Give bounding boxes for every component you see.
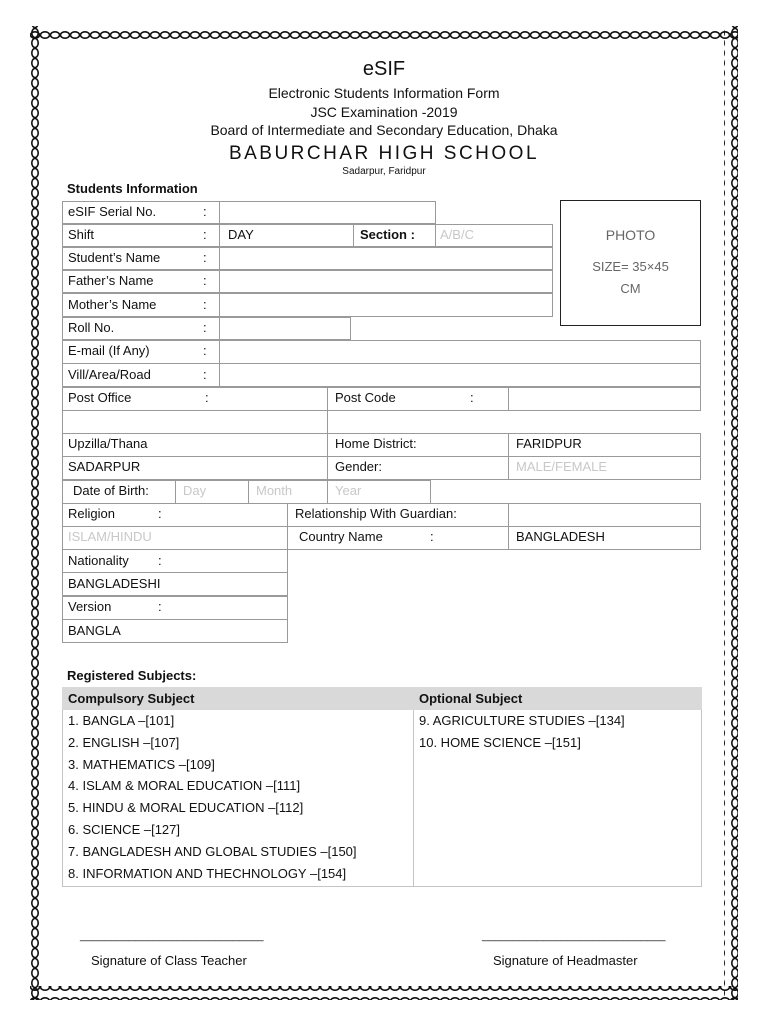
list-item: 4. ISLAM & MORAL EDUCATION –[111]: [68, 778, 301, 794]
photo-unit: CM: [620, 281, 641, 296]
section-label: Section :: [360, 227, 415, 242]
colon: :: [203, 343, 207, 358]
nationality-label: Nationality: [68, 553, 129, 568]
shift-label: Shift: [68, 227, 95, 242]
headmaster-signature-line: ______________________________: [482, 930, 666, 942]
compulsory-header: Compulsory Subject: [68, 691, 195, 706]
roll-no-field[interactable]: [219, 317, 351, 340]
colon: :: [158, 599, 162, 614]
students-info-heading: Students Information: [67, 181, 198, 196]
colon: :: [203, 273, 207, 288]
colon: :: [470, 390, 474, 405]
teacher-signature-line: ______________________________: [80, 930, 264, 942]
version-label: Version: [68, 599, 112, 614]
list-item: 7. BANGLADESH AND GLOBAL STUDIES –[150]: [68, 843, 357, 859]
home-district-value: FARIDPUR: [516, 436, 582, 451]
vill-label: Vill/Area/Road: [68, 367, 151, 382]
post-office-field[interactable]: [62, 410, 328, 434]
home-district-label: Home District:: [335, 436, 417, 451]
dob-day-placeholder: Day: [183, 483, 207, 498]
colon: :: [158, 506, 162, 521]
colon: :: [203, 204, 207, 219]
form-title: eSIF: [362, 58, 406, 80]
colon: :: [430, 529, 434, 544]
photo-label: PHOTO: [605, 227, 656, 243]
list-item: 10. HOME SCIENCE –[151]: [419, 734, 581, 750]
relationship-field[interactable]: [508, 503, 701, 527]
relationship-label: Relationship With Guardian:: [295, 506, 457, 521]
student-name-label: Student’s Name: [68, 250, 161, 265]
dob-label: Date of Birth:: [73, 483, 149, 498]
list-item: 1. BANGLA –[101]: [68, 713, 175, 728]
shift-value: DAY: [228, 227, 254, 242]
headmaster-signature-label: Signature of Headmaster: [493, 953, 638, 968]
list-item: 9. AGRICULTURE STUDIES –[134]: [419, 713, 625, 728]
country-value: BANGLADESH: [516, 529, 605, 544]
list-item: 5. HINDU & MORAL EDUCATION –[112]: [68, 800, 304, 816]
photo-size: SIZE= 35×45: [592, 259, 669, 274]
colon: :: [203, 250, 207, 265]
section-placeholder: A/B/C: [440, 227, 474, 242]
dob-year-placeholder: Year: [335, 483, 362, 498]
religion-label: Religion: [68, 506, 115, 521]
gender-placeholder: MALE/FEMALE: [516, 459, 608, 474]
esif-serial-field[interactable]: [219, 201, 436, 224]
nationality-value: BANGLADESHI: [68, 576, 161, 591]
colon: :: [203, 227, 207, 242]
mother-name-field[interactable]: [219, 293, 553, 317]
colon: :: [205, 390, 209, 405]
gender-label: Gender:: [335, 459, 382, 474]
post-office-label: Post Office: [68, 390, 132, 405]
roll-no-label: Roll No.: [68, 320, 115, 335]
email-field[interactable]: [219, 340, 701, 364]
dob-month-placeholder: Month: [256, 483, 293, 498]
subjects-column-divider: [413, 710, 414, 887]
list-item: 6. SCIENCE –[127]: [68, 821, 180, 837]
country-label: Country Name: [299, 529, 383, 544]
upzilla-label: Upzilla/Thana: [68, 436, 148, 451]
colon: :: [203, 320, 207, 335]
school-location: Sadarpur, Faridpur: [342, 166, 426, 177]
post-code-label: Post Code: [335, 390, 396, 405]
colon: :: [203, 297, 207, 312]
esif-serial-label: eSIF Serial No.: [68, 204, 157, 219]
list-item: 8. INFORMATION AND THECHNOLOGY –[154]: [68, 865, 347, 881]
upzilla-value: SADARPUR: [68, 459, 141, 474]
colon: :: [158, 553, 162, 568]
father-name-field[interactable]: [219, 270, 553, 293]
list-item: 2. ENGLISH –[107]: [68, 734, 180, 750]
father-name-label: Father’s Name: [68, 273, 154, 288]
registered-subjects-heading: Registered Subjects:: [67, 668, 197, 683]
school-name: BABURCHAR HIGH SCHOOL: [228, 143, 540, 164]
student-name-field[interactable]: [219, 247, 553, 270]
optional-header: Optional Subject: [419, 691, 523, 706]
post-code-field[interactable]: [508, 387, 701, 411]
exam-title: JSC Examination -2019: [310, 104, 458, 120]
version-value: BANGLA: [68, 623, 121, 638]
optional-subject-list: [419, 710, 625, 754]
board-name: Board of Intermediate and Secondary Education, Dhaka: [210, 122, 558, 138]
mother-name-label: Mother’s Name: [68, 297, 157, 312]
religion-placeholder: ISLAM/HINDU: [68, 529, 152, 544]
vill-field[interactable]: [219, 363, 701, 387]
teacher-signature-label: Signature of Class Teacher: [91, 953, 247, 968]
colon: :: [203, 367, 207, 382]
email-label: E-mail (If Any): [68, 343, 150, 358]
compulsory-subject-list: [68, 710, 357, 884]
list-item: 3. MATHEMATICS –[109]: [68, 756, 215, 772]
form-subtitle: Electronic Students Information Form: [268, 85, 500, 101]
